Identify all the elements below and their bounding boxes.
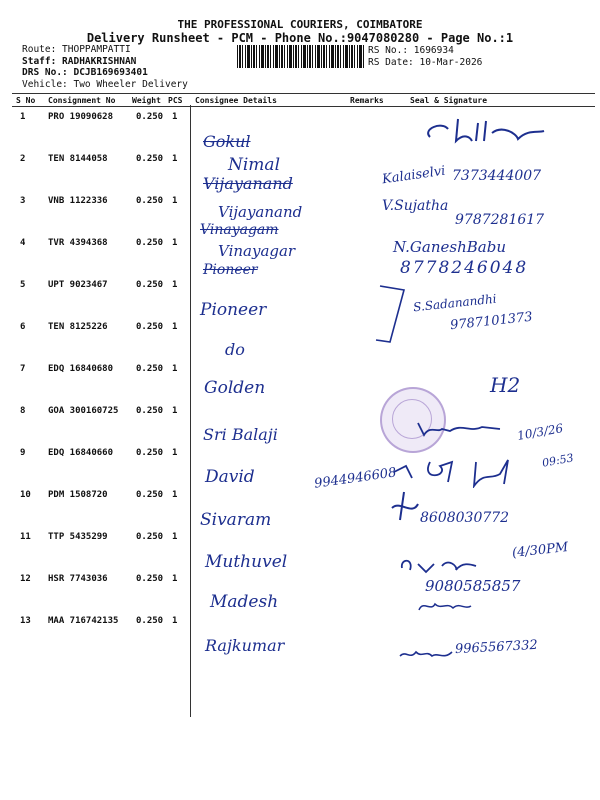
hw-signature-2: Kalaiselvi bbox=[381, 163, 447, 188]
row-sno: 2 bbox=[20, 154, 26, 164]
vehicle: Vehicle: Two Wheeler Delivery bbox=[22, 78, 188, 90]
row-pcs: 1 bbox=[172, 532, 178, 542]
signature-1 bbox=[420, 115, 550, 150]
hw-phone-6: 9787101373 bbox=[449, 309, 534, 334]
hw-phone-12: 9080585857 bbox=[425, 577, 521, 595]
row-consignment: EDQ 16840680 bbox=[48, 364, 114, 374]
hw-time-11: (4/30PM bbox=[511, 540, 569, 561]
hw-consignee-9: David bbox=[205, 467, 255, 487]
row-pcs: 1 bbox=[172, 112, 178, 122]
row-sno: 6 bbox=[20, 322, 26, 332]
row-pcs: 1 bbox=[172, 280, 178, 290]
row-weight: 0.250 bbox=[136, 532, 164, 542]
row-pcs: 1 bbox=[172, 448, 178, 458]
col-consignment: Consignment No bbox=[48, 96, 116, 105]
signature-10 bbox=[390, 490, 420, 524]
table-row bbox=[12, 526, 595, 568]
col-remarks: Remarks bbox=[350, 96, 384, 105]
row-pcs: 1 bbox=[172, 196, 178, 206]
row-sno: 12 bbox=[20, 574, 31, 584]
signature-13 bbox=[398, 642, 456, 666]
hw-consignee-13: Rajkumar bbox=[205, 636, 285, 655]
row-sno: 9 bbox=[20, 448, 26, 458]
row-weight: 0.250 bbox=[136, 574, 164, 584]
row-consignment: TTP 5435299 bbox=[48, 532, 108, 542]
hw-consignee-4: Vinayagar bbox=[218, 242, 296, 260]
row-pcs: 1 bbox=[172, 238, 178, 248]
row-weight: 0.250 bbox=[136, 490, 164, 500]
route: Route: THOPPAMPATTI bbox=[22, 44, 131, 55]
hw-consignee-11: Muthuvel bbox=[205, 552, 288, 572]
row-sno: 13 bbox=[20, 616, 31, 626]
hw-phone-13: 9965567332 bbox=[454, 637, 539, 658]
row-weight: 0.250 bbox=[136, 364, 164, 374]
row-consignment: PDM 1508720 bbox=[48, 490, 108, 500]
hw-phone-4: 8778246048 bbox=[400, 258, 529, 278]
hw-consignee-12: Madesh bbox=[210, 592, 279, 612]
row-sno: 10 bbox=[20, 490, 31, 500]
row-weight: 0.250 bbox=[136, 280, 164, 290]
row-consignment: TVR 4394368 bbox=[48, 238, 108, 248]
hw-signature-5: S.Sadanandhi bbox=[412, 291, 498, 315]
col-seal: Seal & Signature bbox=[410, 96, 488, 105]
hw-signature-4: N.GaneshBabu bbox=[393, 238, 506, 256]
hw-consignee-5: Pioneer bbox=[200, 300, 267, 320]
hw-time-9: 09:53 bbox=[541, 451, 575, 470]
row-sno: 7 bbox=[20, 364, 26, 374]
hw-consignee-10: Sivaram bbox=[200, 510, 272, 530]
hw-phone-10: 8608030772 bbox=[420, 510, 510, 526]
signature-8 bbox=[410, 415, 520, 445]
hw-consignee-3b: Vinayagam bbox=[200, 222, 279, 238]
route-info bbox=[22, 44, 188, 90]
company-title: THE PROFESSIONAL COURIERS, COIMBATORE bbox=[177, 18, 423, 31]
row-pcs: 1 bbox=[172, 490, 178, 500]
row-sno: 11 bbox=[20, 532, 31, 542]
col-consignee: Consignee Details bbox=[195, 96, 277, 105]
row-weight: 0.250 bbox=[136, 112, 164, 122]
row-pcs: 1 bbox=[172, 364, 178, 374]
row-sno: 3 bbox=[20, 196, 26, 206]
row-consignment: TEN 8144058 bbox=[48, 154, 108, 164]
hw-phone-3: 9787281617 bbox=[455, 212, 545, 228]
row-pcs: 1 bbox=[172, 154, 178, 164]
row-consignment: HSR 7743036 bbox=[48, 574, 108, 584]
row-pcs: 1 bbox=[172, 406, 178, 416]
row-pcs: 1 bbox=[172, 574, 178, 584]
row-consignment: GOA 300160725 bbox=[48, 406, 119, 416]
hw-consignee-6: do bbox=[225, 340, 245, 359]
row-weight: 0.250 bbox=[136, 616, 164, 626]
hw-consignee-4b: Pioneer bbox=[203, 262, 258, 278]
hw-consignee-3: Vijayanand bbox=[218, 203, 303, 221]
hw-consignee-8: Sri Balaji bbox=[203, 425, 278, 444]
row-consignment: EDQ 16840660 bbox=[48, 448, 114, 458]
hw-consignee-2b: Vijayanand bbox=[203, 174, 293, 193]
row-weight: 0.250 bbox=[136, 196, 164, 206]
row-pcs: 1 bbox=[172, 322, 178, 332]
row-sno: 1 bbox=[20, 112, 26, 122]
barcode bbox=[237, 45, 364, 68]
hw-signature-3: V.Sujatha bbox=[382, 198, 449, 214]
rs-date: RS Date: 10-Mar-2026 bbox=[368, 56, 483, 68]
hw-phone-2: 7373444007 bbox=[452, 168, 542, 184]
hw-mark-7: H2 bbox=[490, 373, 521, 397]
hw-consignee-7: Golden bbox=[204, 378, 266, 398]
table-header bbox=[12, 93, 595, 107]
row-consignment: MAA 716742135 bbox=[48, 616, 119, 626]
row-weight: 0.250 bbox=[136, 322, 164, 332]
signature-9 bbox=[390, 452, 540, 488]
col-sno: S No bbox=[16, 96, 36, 105]
drs-number: DRS No.: DCJB169693401 bbox=[22, 67, 148, 78]
signature-11 bbox=[398, 548, 488, 578]
runsheet-subtitle: Delivery Runsheet - PCM - Phone No.:9047080280 - Page No.:1 bbox=[86, 31, 514, 45]
staff: Staff: RADHAKRISHNAN bbox=[22, 55, 137, 67]
table-row bbox=[12, 274, 595, 316]
row-pcs: 1 bbox=[172, 616, 178, 626]
row-consignment: VNB 1122336 bbox=[48, 196, 108, 206]
hw-phone-9: 9944946608 bbox=[313, 465, 398, 492]
row-sno: 8 bbox=[20, 406, 26, 416]
rs-info bbox=[368, 45, 482, 68]
hw-consignee-1: Gokul bbox=[203, 132, 251, 151]
rs-number: RS No.: 1696934 bbox=[368, 45, 454, 56]
row-consignment: TEN 8125226 bbox=[48, 322, 108, 332]
bracket-mark bbox=[372, 282, 412, 352]
row-consignment: PRO 19090628 bbox=[48, 112, 114, 122]
signature-12 bbox=[415, 596, 475, 616]
col-pcs: PCS bbox=[168, 96, 183, 105]
hw-consignee-2: Nimal bbox=[228, 155, 281, 175]
row-weight: 0.250 bbox=[136, 406, 164, 416]
col-weight: Weight bbox=[132, 96, 161, 105]
row-weight: 0.250 bbox=[136, 238, 164, 248]
hw-date-8: 10/3/26 bbox=[516, 421, 565, 443]
row-consignment: UPT 9023467 bbox=[48, 280, 108, 290]
row-weight: 0.250 bbox=[136, 448, 164, 458]
row-sno: 4 bbox=[20, 238, 26, 248]
row-sno: 5 bbox=[20, 280, 26, 290]
row-weight: 0.250 bbox=[136, 154, 164, 164]
